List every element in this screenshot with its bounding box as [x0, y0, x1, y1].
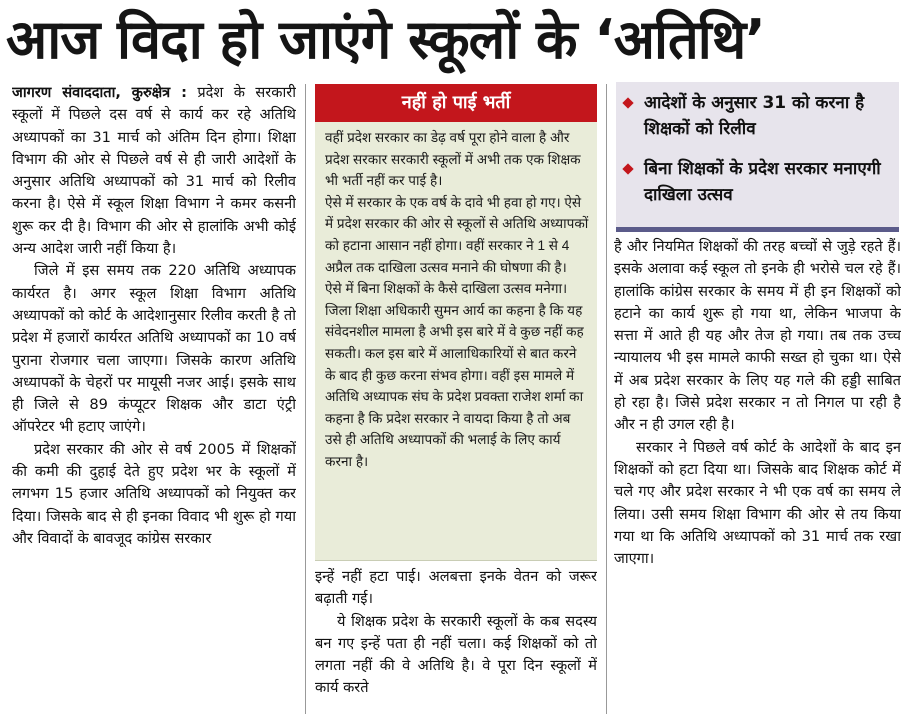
sidebar-paragraph-1: वहीं प्रदेश सरकार का डेढ़ वर्ष पूरा होने वाला है और प्रदेश सरकार सरकारी स्कूलों में अभी तक एक शिक्षक भी भर्ती नहीं कर पाई है। — [325, 130, 581, 189]
article-column-1 — [12, 82, 296, 718]
sidebar-box — [315, 84, 597, 561]
highlight-text: आदेशों के अनुसार 31 को करना है शिक्षकों को रिलीव — [644, 93, 865, 139]
paragraph-1 — [12, 82, 296, 260]
paragraph-6: है और नियमित शिक्षकों की तरह बच्चों से जुड़े रहते हैं। इसके अलावा कई स्कूल तो इनके ही भरोसे चल रहे हैं। हालांकि कांग्रेस सरकार के समय में ही इन शिक्षकों को हटाने का कार्य शुरू हो गया था, लेकिन भाजपा के सत्ता में आते ही यह और तेज हो गया। तब तक उच्च न्यायालय भी इस मामले काफी सख्त हो चुका था। ऐसे में अब प्रदेश सरकार के लिए यह गले की हड्डी साबित हो रहा है। जिसे प्रदेश सरकार न तो निगल पा रही है और न ही उगल रही है। — [614, 238, 901, 434]
headline: आज विदा हो जाएंगे स्कूलों के ‘अतिथि’ — [6, 8, 765, 71]
paragraph-2: जिले में इस समय तक 220 अतिथि अध्यापक कार्यरत है। अगर स्कूल शिक्षा विभाग अतिथि अध्यापकों को कोर्ट के आदेशानुसार रिलीव करती है तो प्रदेश में हजारों कार्यरत अतिथि अध्यापकों का 10 वर्ष पुराना रोजगार चला जाएगा। जिसके कारण अतिथि अध्यापकों के चेहरों पर मायूसी नजर आई। इसके साथ ही जिले से 89 कंप्यूटर शिक्षक और डाटा एंट्री ऑपरेटर भी हटाए जाएंगे। — [12, 262, 296, 436]
paragraph-3: प्रदेश सरकार की ओर से वर्ष 2005 में शिक्षकों की कमी की दुहाई देते हुए प्रदेश भर के स्कूलों में लगभग 15 हजार अतिथि अध्यापकों को नियुक्त कर दिया। जिसके बाद से ही इनका विवाद भी शुरू हो गया और विवादों के बावजूद कांग्रेस सरकार — [12, 440, 296, 547]
highlights-box — [616, 82, 899, 232]
sidebar-title: नहीं हो पाई भर्ती — [315, 84, 597, 122]
highlight-bar — [616, 227, 899, 232]
article-column-2 — [315, 566, 597, 718]
highlight-item — [624, 90, 894, 142]
paragraph-4: इन्हें नहीं हटा पाई। अलबत्ता इनके वेतन को जरूर बढ़ाती गई। — [315, 568, 597, 608]
paragraph-1-text: प्रदेश के सरकारी स्कूलों में पिछले दस वर्ष से कार्य कर रहे अतिथि अध्यापकों का 31 मार्च को अंतिम दिन होगा। शिक्षा विभाग की ओर से पिछले वर्ष से ही जारी आदेशों के अनुसार अतिथि अध्यापकों को 31 मार्च को रिलीव करना है। ऐसे में स्कूल शिक्षा विभाग ने कमर कसनी शुरू कर दी है। विभाग की ओर से हालांकि अभी कोई अन्य आदेश जारी नहीं किया है। — [12, 84, 296, 258]
sidebar-paragraph-2: ऐसे में सरकार के एक वर्ष के दावे भी हवा हो गए। ऐसे में प्रदेश सरकार की ओर से स्कूलों से अतिथि अध्यापकों को हटाना आसान नहीं होगा। वहीं सरकार ने 1 से 4 अप्रैल तक दाखिला उत्सव मनाने की घोषणा की है। — [325, 194, 589, 275]
article-column-3 — [614, 236, 901, 718]
column-divider — [305, 84, 306, 714]
column-divider — [606, 84, 607, 714]
dateline: जागरण संवाददाता, कुरुक्षेत्र : — [12, 84, 187, 101]
sidebar-body — [315, 122, 597, 473]
paragraph-5: ये शिक्षक प्रदेश के सरकारी स्कूलों के कब सदस्य बन गए इन्हें पता ही नहीं चला। कई शिक्षकों को तो लगता नहीं की वे अतिथि है। वे पूरा दिन स्कूलों में कार्य करते — [315, 612, 597, 697]
highlight-text: बिना शिक्षकों के प्रदेश सरकार मनाएगी दाखिला उत्सव — [644, 159, 881, 205]
paragraph-7: सरकार ने पिछले वर्ष कोर्ट के आदेशों के बाद इन शिक्षकों को हटा दिया था। जिसके बाद शिक्षक कोर्ट में चले गए और प्रदेश सरकार ने भी एक वर्ष का समय ले लिया। उसी समय शिक्षा विभाग की ओर से तय किया गया था कि अतिथि अध्यापकों को 31 मार्च तक रखा जाएगा। — [614, 438, 901, 568]
sidebar-paragraph-3: ऐसे में बिना शिक्षकों के कैसे दाखिला उत्सव मनेगा। जिला शिक्षा अधिकारी सुमन आर्य का कहना है कि यह संवेदनशील मामला है अभी इस बारे में वे कुछ नहीं कह सकती। कल इस बारे में आलाधिकारियों से बात करने के बाद ही कुछ करना संभव होगा। वहीं इस मामले में अतिथि अध्यापक संघ के प्रदेश प्रवक्ता राजेश शर्मा का कहना है कि प्रदेश सरकार ने वायदा किया है तो अब उसे ही अतिथि अध्यापकों की भलाई के लिए कार्य करना है। — [325, 281, 584, 469]
highlight-item — [624, 156, 894, 208]
